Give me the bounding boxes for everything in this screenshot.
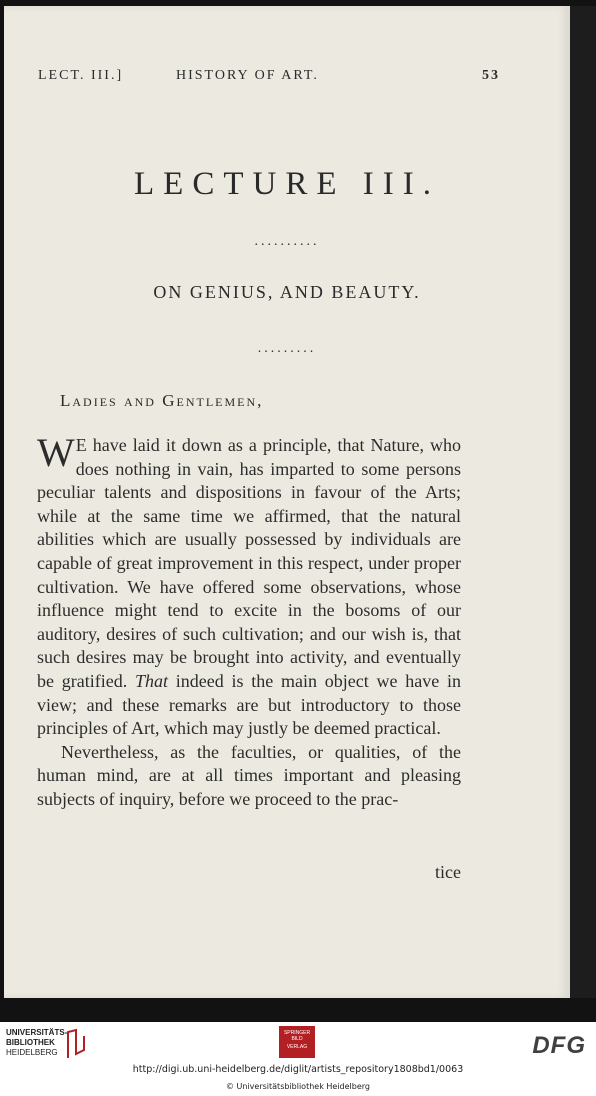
paragraph-1-end: indeed is the main object we have in view; and these remarks are but introductory to those principles of Art, which may justly be deemed practical. [37, 670, 461, 739]
dfg-logo: DFG [532, 1032, 586, 1059]
footer-bar [0, 1022, 596, 1096]
salutation: Ladies and Gentlemen, [60, 391, 264, 410]
university-line-2: BIBLIOTHEK [6, 1038, 55, 1047]
university-line-3: HEIDELBERG [6, 1048, 58, 1057]
library-mark-icon [64, 1028, 88, 1060]
book-page [4, 6, 573, 998]
paragraph-2: Nevertheless, as the faculties, or qualities, of the human mind, are at all times important and pleasing subjects of inquiry, before we proceed to the prac- [37, 741, 461, 809]
body-text [37, 430, 461, 812]
lecture-subtitle: ON GENIUS, AND BEAUTY. [153, 282, 421, 302]
header-lecture-ref: LECT. III.] [38, 68, 124, 83]
publisher-seal-icon: SPRINGER BILD VERLAG [279, 1026, 315, 1058]
ornament-dots-bottom: ......... [257, 341, 317, 356]
paragraph-1-text: E have laid it down as a principle, that Nature, who does nothing in vain, has imparted to some persons peculiar talents and dispositions in favour of the Arts; while at the same time we affirmed, that the natural abilities which are usually possessed by individuals are capable of great improvement in this respect, under proper cultivation. We have offered some observations, whose influence might tend to excite in the bosoms of our auditory, desires of such cultivation; and our wish is, that such desires may be brought into activity, and eventually be gratified. [37, 435, 461, 691]
source-url-link[interactable]: http://digi.ub.uni-heidelberg.de/diglit/artists_repository1808bd1/0063 [132, 1064, 464, 1075]
ornament-dots-top: .......... [254, 234, 320, 249]
binding-gutter [570, 6, 596, 998]
university-library-logo [6, 1028, 67, 1058]
lecture-title: LECTURE III. [134, 166, 440, 202]
copyright-notice: © Universitätsbibliothek Heidelberg [225, 1082, 370, 1091]
italic-word: That [134, 670, 168, 691]
header-title: HISTORY OF ART. [176, 68, 319, 83]
university-line-1: UNIVERSITÄTS- [6, 1028, 68, 1037]
running-header [38, 68, 500, 90]
drop-cap: W [37, 430, 75, 475]
page-number: 53 [482, 68, 500, 83]
catchword: tice [435, 862, 461, 882]
paragraph-1 [37, 430, 461, 741]
